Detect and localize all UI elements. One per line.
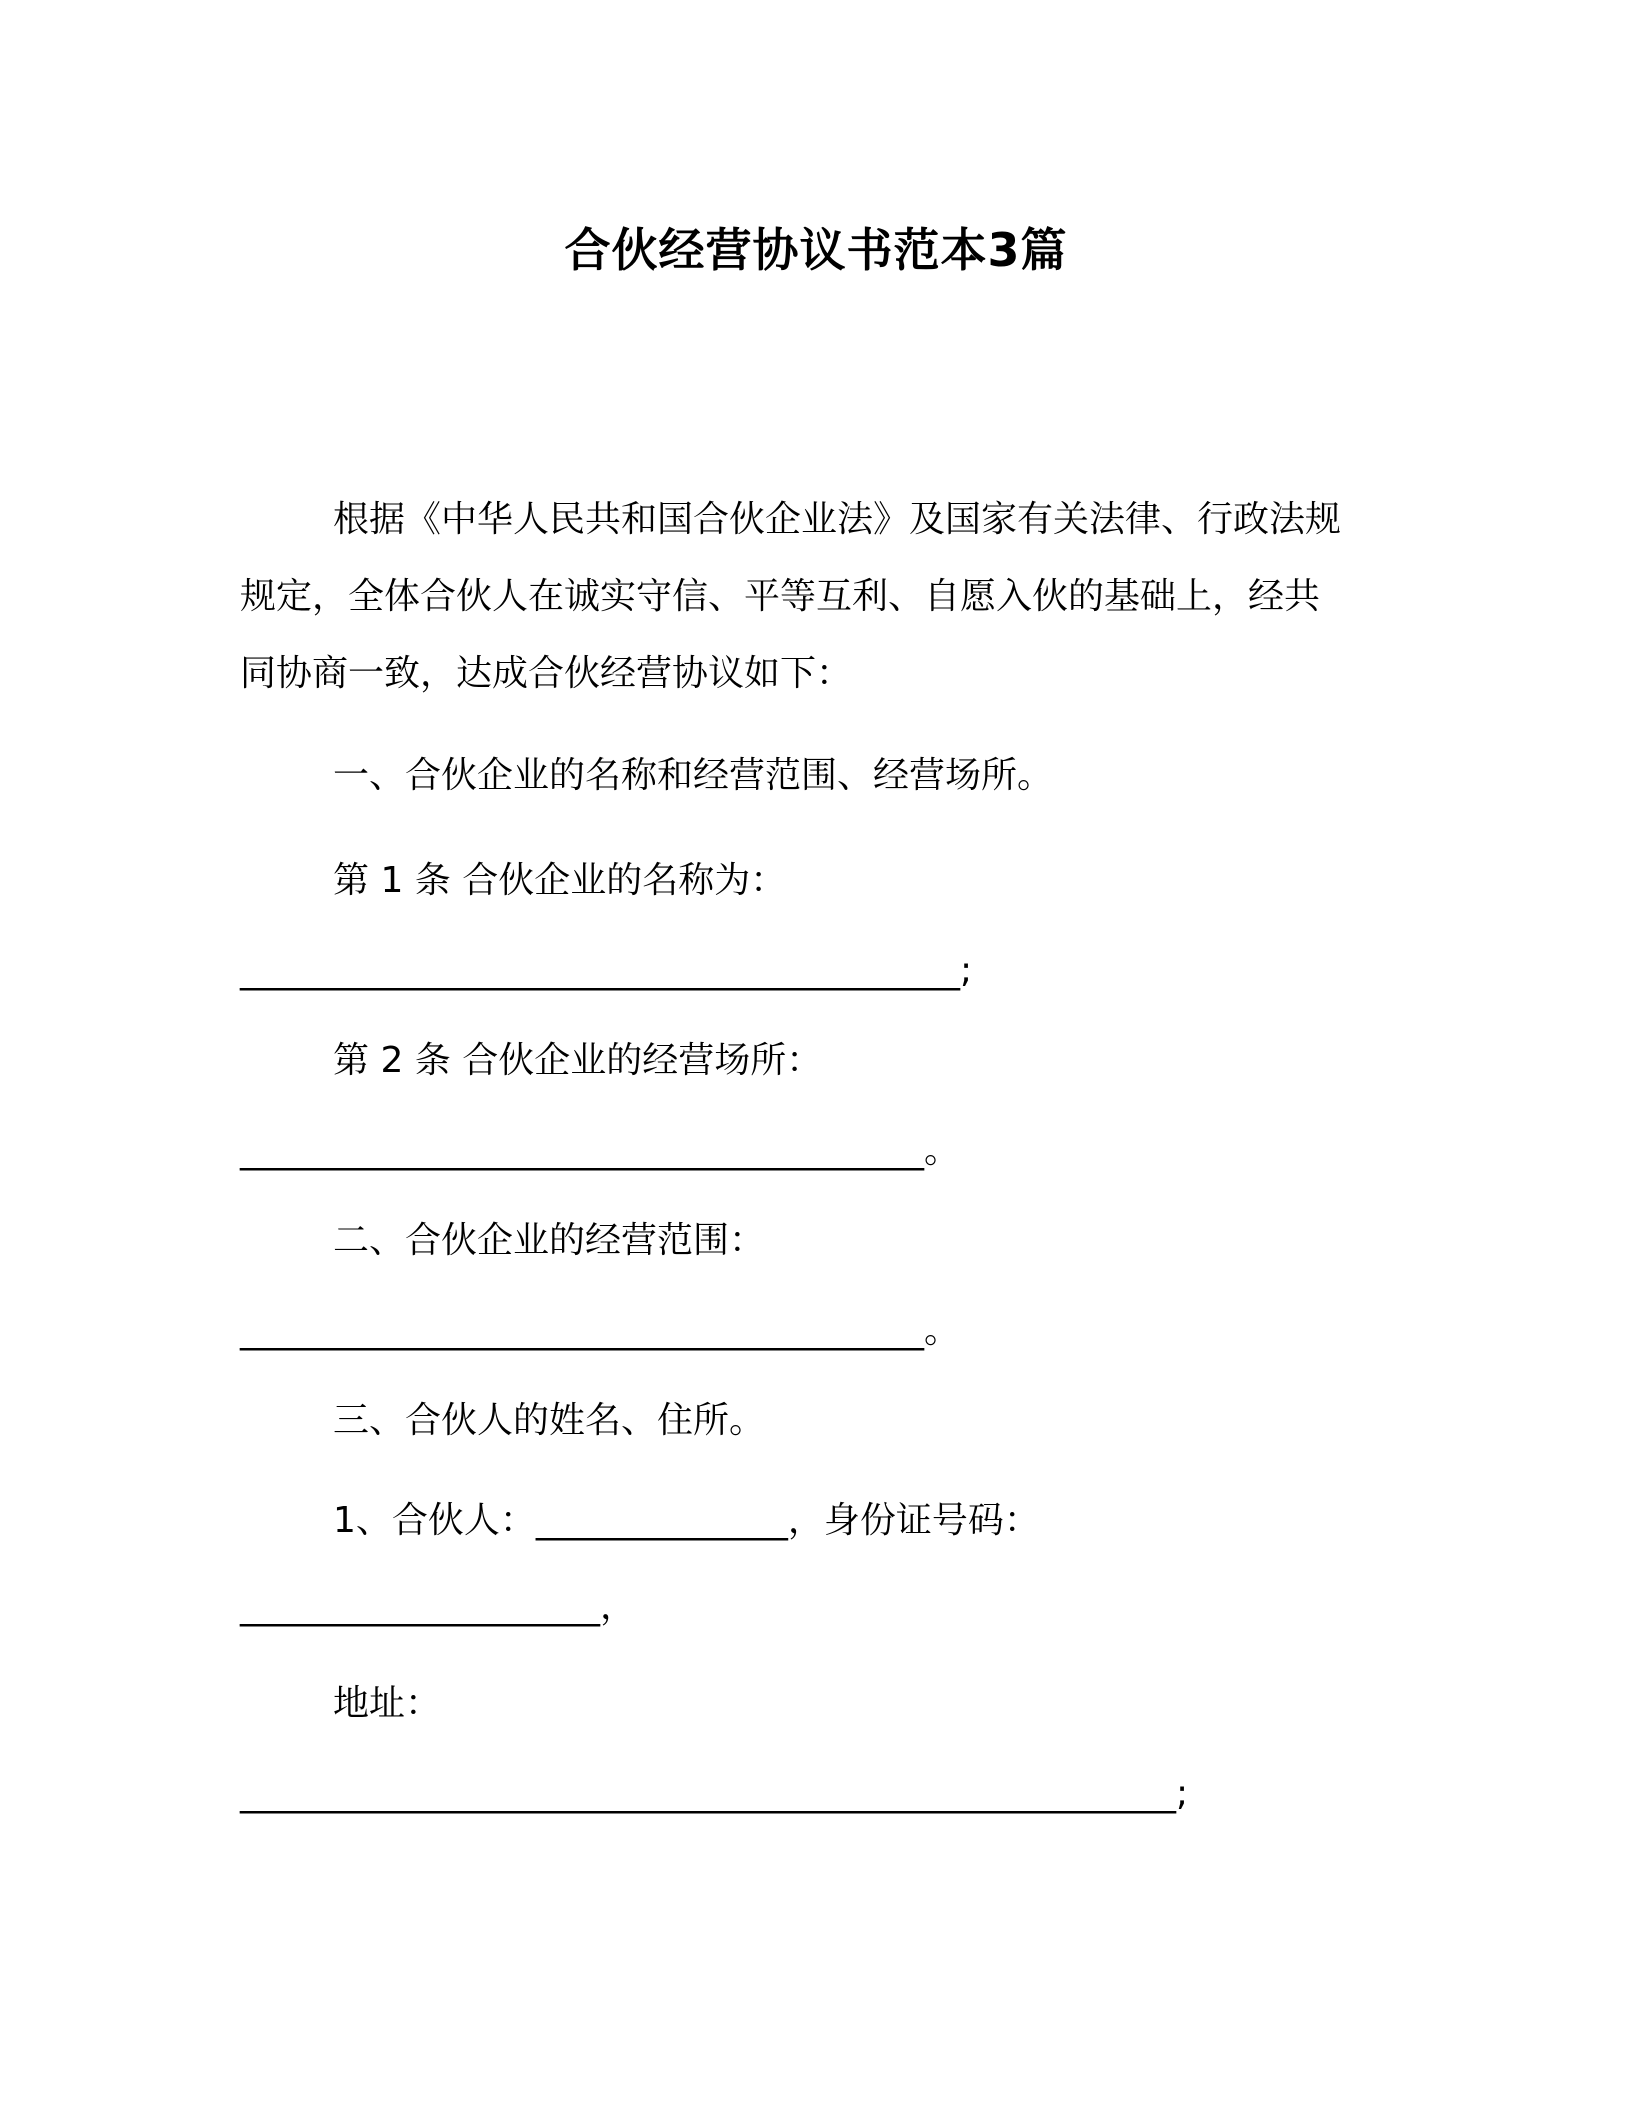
article-1-blank: ________________________________________; [240,950,973,991]
paragraph-intro-line-3: 同协商一致，达成合伙经营协议如下： [240,653,853,694]
address-blank: ____________________________________________________; [240,1773,1189,1814]
section-2-blank: ______________________________________。 [240,1310,960,1351]
section-1-heading: 一、合伙企业的名称和经营范围、经营场所。 [333,755,1054,796]
address-label: 地址： [333,1683,442,1724]
partner-1-line: 1、合伙人：______________，身份证号码： [333,1500,1040,1541]
article-2-blank: ______________________________________。 [240,1130,960,1171]
paragraph-intro-line-1: 根据《中华人民共和国合伙企业法》及国家有关法律、行政法规 [333,499,1342,540]
paragraph-intro-line-2: 规定，全体合伙人在诚实守信、平等互利、自愿入伙的基础上，经共 [240,576,1321,617]
article-2-label: 第 2 条 合伙企业的经营场所： [333,1040,823,1081]
article-1-label: 第 1 条 合伙企业的名称为： [333,860,787,901]
section-2-heading: 二、合伙企业的经营范围： [333,1220,766,1261]
partner-1-id-blank: ____________________， [240,1586,636,1627]
section-3-heading: 三、合伙人的姓名、住所。 [333,1400,766,1441]
document-title: 合伙经营协议书范本3篇 [564,223,1068,277]
